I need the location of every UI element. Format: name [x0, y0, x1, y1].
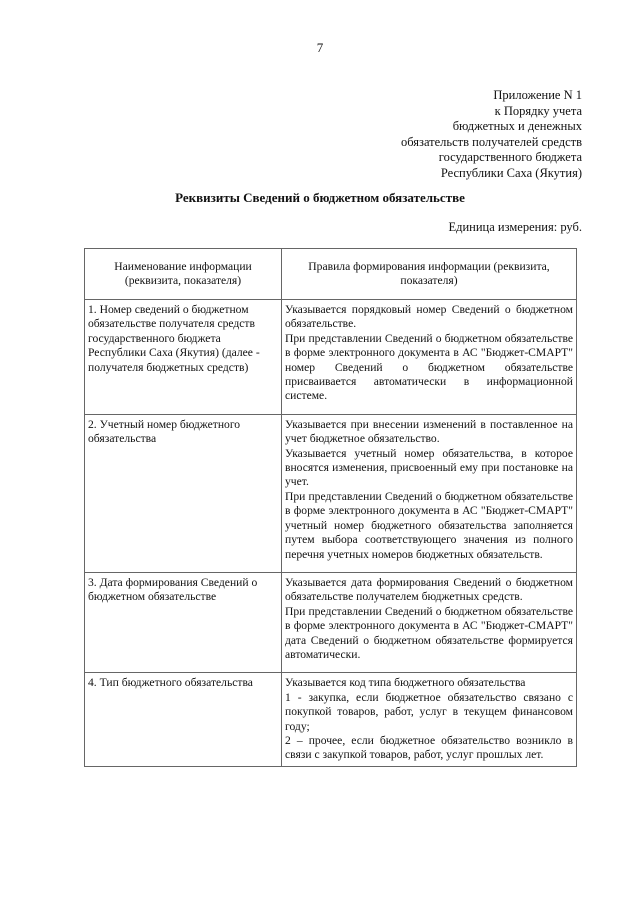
- rule-paragraph: Указывается дата формирования Сведений о бюджетном обязательстве получателем бюджетных средств.: [285, 575, 573, 604]
- table-row: [85, 414, 577, 572]
- rule-paragraph: Указывается учетный номер обязательства, в которое вносятся изменения, присвоенный ему при постановке на учет.: [285, 446, 573, 489]
- rule-paragraph: Указывается код типа бюджетного обязательства: [285, 676, 526, 690]
- column-header-name: Наименование информации (реквизита, показателя): [85, 249, 282, 300]
- row-rules: [282, 673, 577, 766]
- row-name: 1. Номер сведений о бюджетном обязательстве получателя средств государственного бюджета Республики Саха (Якутия) (далее - получателя бюджетных средств): [85, 300, 282, 415]
- appendix-block: [401, 88, 582, 181]
- rule-paragraph: 1 - закупка, если бюджетное обязательство связано с покупкой товаров, работ, услуг в текущем финансовом году;: [285, 690, 573, 733]
- appendix-line: к Порядку учета: [494, 103, 582, 118]
- rule-paragraph: При представлении Сведений о бюджетном обязательстве в форме электронного документа в АС "Бюджет-СМАРТ" номер Сведений о бюджетном обязательстве присваивается автоматически в информационной системе.: [285, 331, 573, 403]
- appendix-line: бюджетных и денежных: [452, 119, 582, 133]
- page-number: 7: [316, 40, 324, 55]
- document-title: Реквизиты Сведений о бюджетном обязательстве: [175, 190, 465, 205]
- row-rules: [282, 572, 577, 672]
- appendix-line: Приложение N 1: [493, 88, 582, 102]
- row-name: 4. Тип бюджетного обязательства: [85, 673, 282, 766]
- rule-paragraph: Указывается при внесении изменений в поставленное на учет бюджетное обязательство.: [285, 417, 573, 446]
- table-row: [85, 572, 577, 672]
- rule-paragraph: Указывается порядковый номер Сведений о бюджетном обязательстве.: [285, 303, 573, 331]
- unit-label: Единица измерения: руб.: [448, 220, 582, 234]
- appendix-line: обязательств получателей средств: [400, 134, 582, 149]
- row-name: 3. Дата формирования Сведений о бюджетном обязательстве: [85, 572, 282, 672]
- rule-paragraph: При представлении Сведений о бюджетном обязательстве в форме электронного документа в АС "Бюджет-СМАРТ" учетный номер бюджетного обязательства заполняется путем выбора соответствующего значения из полного перечня учетных номеров бюджетных обязательств.: [285, 489, 573, 561]
- appendix-line: Республики Саха (Якутия): [440, 165, 582, 180]
- table-header-row: [85, 249, 577, 300]
- rule-paragraph: При представлении Сведений о бюджетном обязательстве в форме электронного документа в АС "Бюджет-СМАРТ" дата Сведений о бюджетном обязательстве формируется автоматически.: [285, 604, 573, 661]
- row-rules: [282, 414, 577, 572]
- table-row: [85, 300, 577, 415]
- appendix-line: государственного бюджета: [438, 150, 582, 164]
- row-rules: [282, 300, 577, 415]
- table-row: [85, 673, 577, 766]
- requisites-table: [84, 248, 577, 767]
- row-name: 2. Учетный номер бюджетного обязательства: [85, 414, 282, 572]
- rule-paragraph: 2 – прочее, если бюджетное обязательство возникло в связи с закупкой товаров, работ, услуг прошлых лет.: [285, 733, 573, 762]
- column-header-rules: Правила формирования информации (реквизита, показателя): [282, 249, 577, 300]
